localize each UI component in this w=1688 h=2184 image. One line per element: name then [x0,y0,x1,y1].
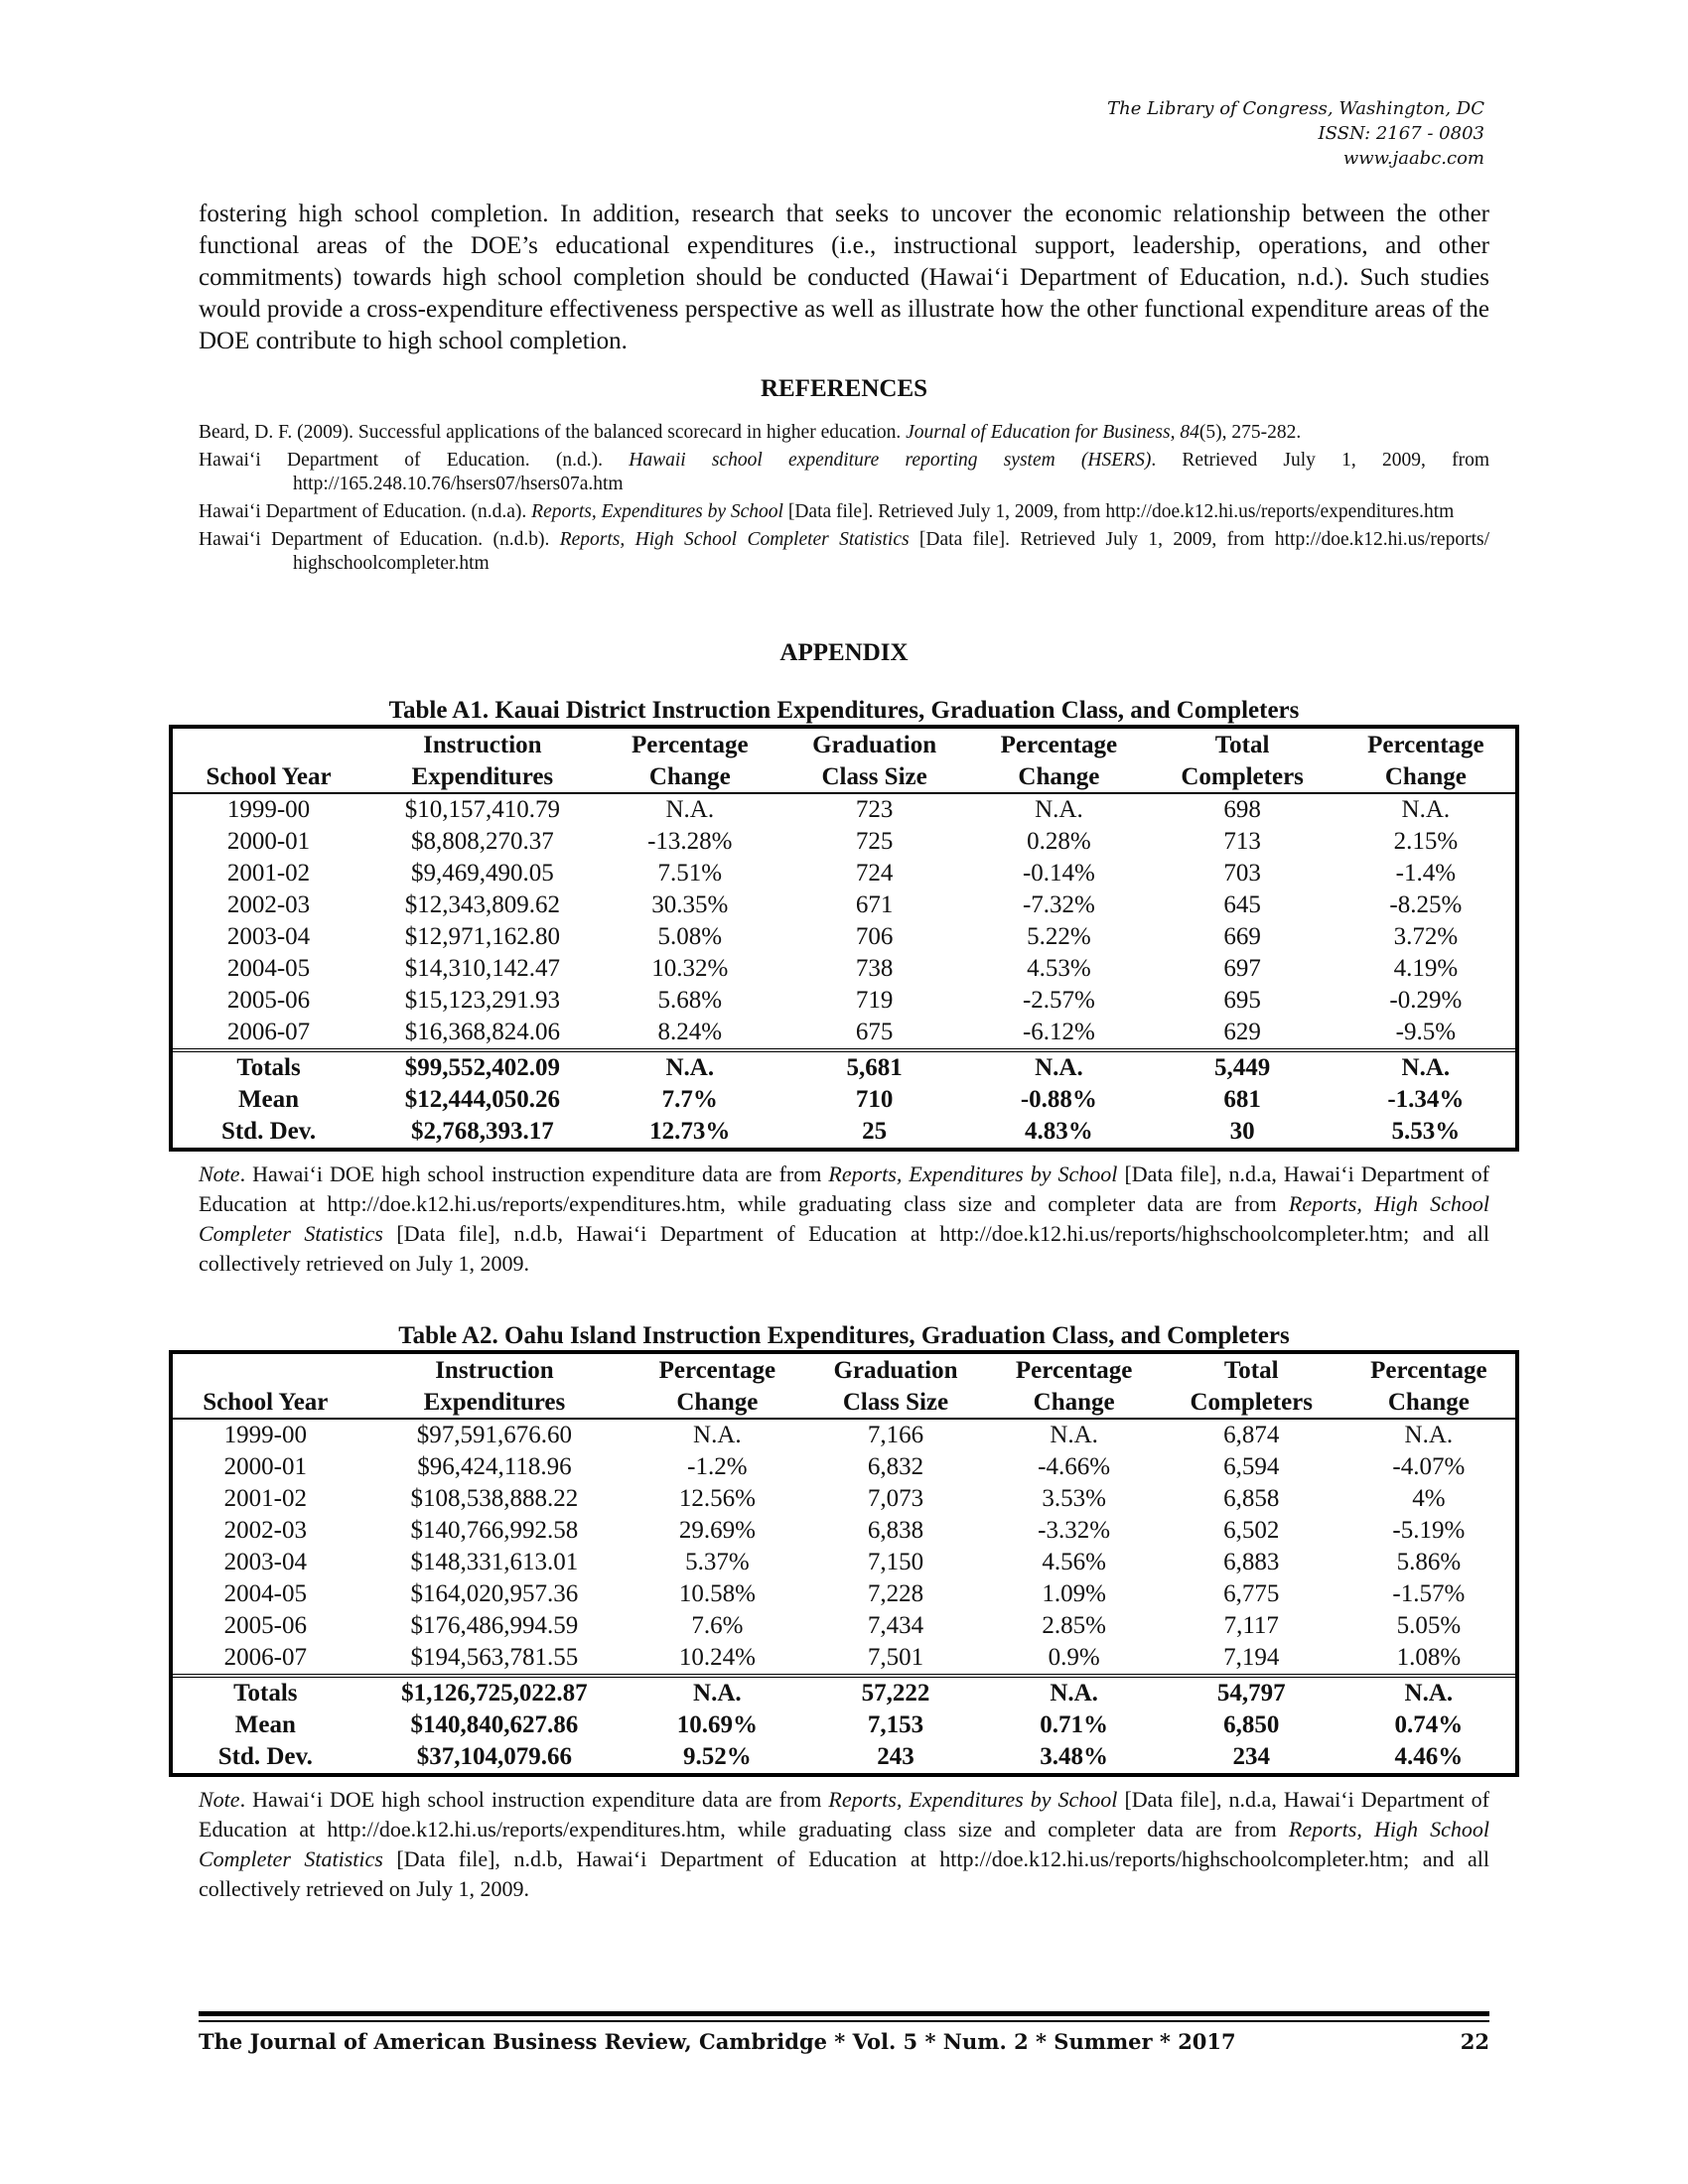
table-cell: 54,797 [1161,1676,1342,1709]
table-cell: 1.09% [1042,1580,1106,1607]
row-label-cell: 2002-03 [226,891,311,918]
table-cell: -0.88% [1020,1086,1097,1113]
table-cell: N.A. [969,1050,1148,1084]
note-source: Reports, High School Completer Statistics [199,1817,1489,1871]
reference-source: Journal of Education for Business, 84 [906,422,1199,443]
table-cell: 29.69% [678,1517,756,1544]
table-cell: -3.32% [1038,1517,1111,1544]
table-cell: N.A. [601,1050,779,1084]
table-cell: -9.5% [1395,1019,1457,1045]
column-header: Completers [1149,760,1336,793]
table-cell: -2.57% [1022,987,1095,1014]
summary-row [173,1050,1515,1084]
table-cell: 4.83% [1025,1118,1093,1145]
row-label-cell: 1999-00 [223,1422,307,1448]
references-heading: REFERENCES [760,375,928,402]
table-cell: -4.66% [1038,1453,1111,1480]
table-cell: 629 [1223,1019,1261,1045]
table-a1-body [173,793,1515,1050]
table-cell: 12.56% [678,1485,756,1512]
table-cell: N.A. [1050,1422,1098,1448]
table-cell: 6,850 [1223,1711,1280,1738]
row-label-cell: 2003-04 [223,1549,307,1575]
table-cell: 12.73% [649,1118,731,1145]
footer-rule [199,2020,1489,2022]
table-cell: 7.51% [657,860,723,887]
reference-text: . Retrieved July 1, 2009, from http://165.248.10.76/hsers07/hsers07a.htm [293,450,1489,494]
table-row [173,1483,1515,1515]
table-cell: 7,073 [867,1485,924,1512]
table-row [173,826,1515,858]
table-row [173,889,1515,921]
table-cell: 3.72% [1393,923,1459,950]
column-header: Instruction [435,1357,554,1384]
table-cell: 645 [1223,891,1261,918]
table-a1-note [199,1160,1489,1279]
row-label-cell: 2006-07 [223,1644,307,1671]
row-label-cell: Mean [234,1711,296,1738]
row-label-cell: 2000-01 [226,828,311,855]
reference-text: Beard, D. F. (2009). Successful applications of the balanced scorecard in higher education. [199,422,907,443]
column-header: Change [601,760,779,793]
column-header: Graduation [833,1357,958,1384]
table-cell: 6,883 [1223,1549,1280,1575]
row-label-cell: 2001-02 [223,1485,307,1512]
footer-rule [199,2011,1489,2016]
table-cell: 7,117 [1223,1612,1279,1639]
table-cell: -6.12% [1022,1019,1095,1045]
reference-item [199,500,1489,524]
table-cell: $99,552,402.09 [364,1050,601,1084]
column-header: Change [1336,760,1515,793]
table-cell: N.A. [988,1676,1161,1709]
note-source: Reports, Expenditures by School [828,1161,1118,1186]
table-cell: 234 [1232,1743,1270,1770]
table-cell: 7,150 [867,1549,924,1575]
table-row [173,921,1515,953]
table-cell: 669 [1223,923,1261,950]
reference-item [199,528,1489,576]
table-cell: 4.46% [1394,1743,1464,1770]
table-cell: 0.28% [1027,828,1091,855]
row-label-cell: 2000-01 [223,1453,307,1480]
table-cell: 4.53% [1027,955,1091,982]
column-header: Graduation [812,732,937,758]
table-cell: 6,502 [1223,1517,1280,1544]
table-cell: $12,444,050.26 [404,1086,560,1113]
table-cell: 243 [877,1743,914,1770]
table-cell: $8,808,270.37 [410,828,554,855]
table-cell: 5.37% [685,1549,750,1575]
table-cell: 3.53% [1042,1485,1106,1512]
table-cell: $148,331,613.01 [410,1549,579,1575]
table-cell: 725 [855,828,894,855]
table-cell: 706 [855,923,894,950]
note-label: Note [199,1787,240,1812]
table-cell: 710 [855,1086,894,1113]
table-cell: 5.08% [657,923,723,950]
column-header: Class Size [779,760,969,793]
table-cell: 4.19% [1393,955,1459,982]
table-cell: N.A. [693,1422,742,1448]
column-header: Change [969,760,1148,793]
table-cell: $14,310,142.47 [404,955,560,982]
summary-row [173,1741,1515,1773]
running-footer [199,2029,1489,2054]
table-cell: $1,126,725,022.87 [358,1676,632,1709]
table-cell: -8.25% [1389,891,1463,918]
column-header: School Year [173,760,364,793]
table-cell: 8.24% [657,1019,723,1045]
table-cell: 738 [855,955,894,982]
row-label-cell: 1999-00 [226,796,311,823]
table-cell: N.A. [1336,1050,1515,1084]
table-cell: 724 [855,860,894,887]
column-header: Percentage [1367,732,1484,758]
note-text: [Data file], n.d.a, Hawai‘i Department of Education at http://doe.k12.hi.us/reports/expenditures.htm, while graduating class size and completer data are from [199,1161,1490,1216]
column-header: Class Size [803,1386,987,1419]
table-cell: N.A. [665,796,715,823]
header-publisher: The Library of Congress, Washington, DC [1107,98,1484,119]
column-header: Change [988,1386,1161,1419]
table-cell: 2.15% [1393,828,1459,855]
row-label-cell: Std. Dev. [220,1118,317,1145]
table-cell: 7.6% [691,1612,744,1639]
table-cell: 57,222 [803,1676,987,1709]
table-cell: 6,594 [1223,1453,1280,1480]
table-cell: $2,768,393.17 [410,1118,554,1145]
column-header: Expenditures [364,760,601,793]
column-header: Total [1223,1357,1279,1384]
table-row [173,1451,1515,1483]
table-cell: 5.68% [657,987,723,1014]
table-cell: -4.07% [1392,1453,1466,1480]
table-cell: 6,832 [867,1453,924,1480]
table-cell: 675 [855,1019,894,1045]
table-a1 [169,725,1519,1152]
table-cell: $12,343,809.62 [404,891,560,918]
column-header [173,1354,358,1386]
column-header: Expenditures [358,1386,632,1419]
row-label-cell: 2004-05 [223,1580,307,1607]
table-a2-summary [173,1676,1515,1773]
summary-row [173,1084,1515,1116]
column-header: Change [1342,1386,1515,1419]
table-cell: $10,157,410.79 [404,796,560,823]
table-cell: 719 [855,987,894,1014]
table-cell: 5.22% [1027,923,1091,950]
table-cell: $16,368,824.06 [404,1019,560,1045]
table-cell: 0.71% [1040,1711,1108,1738]
footer-journal: The Journal of American Business Review, Cambridge * Vol. 5 * Num. 2 * Summer * 2017 [199,2029,1236,2054]
reference-source: Reports, Expenditures by School [531,501,783,522]
table-cell: 5,449 [1149,1050,1336,1084]
table-cell: $97,591,676.60 [416,1422,573,1448]
table-row [173,1419,1515,1451]
table-cell: 6,874 [1223,1422,1280,1448]
reference-source: Hawaii school expenditure reporting system (HSERS) [629,450,1152,471]
table-cell: 10.58% [678,1580,756,1607]
reference-item [199,449,1489,496]
reference-item [199,421,1489,445]
header-website: www.jaabc.com [1342,148,1484,169]
note-text: . Hawai‘i DOE high school instruction expenditure data are from [239,1161,829,1186]
table-cell: N.A. [631,1676,803,1709]
summary-row [173,1709,1515,1741]
table-cell: -1.34% [1387,1086,1465,1113]
table-cell: -1.57% [1392,1580,1466,1607]
summary-row [173,1116,1515,1148]
column-header: Completers [1161,1386,1342,1419]
table-cell: 3.48% [1040,1743,1108,1770]
table-cell: -1.2% [687,1453,748,1480]
table-cell: $9,469,490.05 [410,860,554,887]
table-cell: 10.69% [676,1711,758,1738]
header-issn: ISSN: 2167 - 0803 [1318,123,1484,144]
table-cell: 7,153 [867,1711,924,1738]
note-source: Reports, High School Completer Statistics [199,1191,1489,1246]
appendix-heading: APPENDIX [779,639,909,666]
table-cell: 6,775 [1223,1580,1280,1607]
table-row [173,1578,1515,1610]
table-a1-grid [173,729,1515,1148]
reference-text: [Data file]. Retrieved July 1, 2009, from http://doe.k12.hi.us/reports/expenditures.htm [782,501,1455,522]
table-cell: 7,434 [867,1612,924,1639]
column-header: Percentage [1000,732,1118,758]
table-cell: 10.32% [651,955,729,982]
table-a2 [169,1350,1519,1777]
table-cell: 713 [1223,828,1261,855]
running-header [1107,96,1484,171]
table-cell: 25 [862,1118,888,1145]
table-row [173,985,1515,1017]
table-a2-note [199,1785,1489,1904]
table-cell: 0.9% [1048,1644,1100,1671]
table-cell: N.A. [1401,796,1451,823]
column-header: Change [631,1386,803,1419]
table-cell: 0.74% [1394,1711,1464,1738]
table-cell: $15,123,291.93 [404,987,560,1014]
table-row [173,1017,1515,1050]
table-a2-title: Table A2. Oahu Island Instruction Expenditures, Graduation Class, and Completers [398,1322,1290,1349]
table-cell: 30.35% [651,891,729,918]
table-cell: 698 [1223,796,1261,823]
table-cell: 4.56% [1042,1549,1106,1575]
column-header: Instruction [423,732,542,758]
table-row [173,953,1515,985]
table-row [173,1515,1515,1547]
table-cell: -0.14% [1022,860,1095,887]
note-label: Note [199,1161,240,1186]
table-cell: 681 [1223,1086,1261,1113]
table-cell: 1.08% [1396,1644,1462,1671]
table-cell: 703 [1223,860,1261,887]
table-a2-grid [173,1354,1515,1773]
table-cell: $176,486,994.59 [410,1612,579,1639]
table-row [173,858,1515,889]
row-label-cell: 2002-03 [223,1517,307,1544]
table-cell: 7.7% [661,1086,718,1113]
table-cell: 7,228 [867,1580,924,1607]
row-label-cell: 2001-02 [226,860,311,887]
row-label-cell: 2004-05 [226,955,311,982]
table-cell: 6,838 [867,1517,924,1544]
column-header: Total [1214,732,1270,758]
table-row [173,1610,1515,1642]
column-header: Percentage [1015,1357,1133,1384]
table-cell: 6,858 [1223,1485,1280,1512]
table-cell: 695 [1223,987,1261,1014]
table-cell: 5,681 [779,1050,969,1084]
column-header: Percentage [632,732,749,758]
table-cell: $194,563,781.55 [410,1644,579,1671]
reference-text: [Data file]. Retrieved July 1, 2009, from http://doe.k12.hi.us/reports/ highschoolcompleter.htm [293,529,1489,574]
table-cell: 4% [1412,1485,1446,1512]
note-source: Reports, Expenditures by School [828,1787,1118,1812]
row-label-cell: 2006-07 [226,1019,311,1045]
table-cell: $12,971,162.80 [404,923,560,950]
table-a1-summary [173,1050,1515,1148]
table-a2-body [173,1419,1515,1676]
table-cell: 10.24% [678,1644,756,1671]
table-row [173,1642,1515,1676]
table-cell: 697 [1223,955,1261,982]
table-cell: 9.52% [682,1743,752,1770]
table-cell: N.A. [1404,1422,1454,1448]
row-label-cell: 2005-06 [223,1612,307,1639]
note-text: . Hawai‘i DOE high school instruction expenditure data are from [239,1787,829,1812]
note-text: [Data file], n.d.b, Hawai‘i Department of Education at http://doe.k12.hi.us/reports/highschoolcompleter.htm; and all collectively retrieved on July 1, 2009. [199,1846,1489,1901]
table-cell: -7.32% [1022,891,1095,918]
reference-text: Hawai‘i Department of Education. (n.d.). [199,450,630,471]
page-number: 22 [1460,2029,1489,2054]
table-cell: $96,424,118.96 [417,1453,572,1480]
row-label-cell: Totals [173,1676,358,1709]
table-cell: 7,194 [1223,1644,1280,1671]
note-text: [Data file], n.d.b, Hawai‘i Department of Education at http://doe.k12.hi.us/reports/highschoolcompleter.htm; and all collectively retrieved on July 1, 2009. [199,1221,1489,1276]
note-text: [Data file], n.d.a, Hawai‘i Department of Education at http://doe.k12.hi.us/reports/expenditures.htm, while graduating class size and completer data are from [199,1787,1490,1842]
row-label-cell: 2003-04 [226,923,311,950]
table-cell: 5.05% [1396,1612,1462,1639]
reference-text: Hawai‘i Department of Education. (n.d.a). [199,501,532,522]
table-cell: 5.53% [1391,1118,1461,1145]
reference-text: Hawai‘i Department of Education. (n.d.b). [199,529,560,550]
table-cell: $140,840,627.86 [410,1711,579,1738]
intro-paragraph: fostering high school completion. In addition, research that seeks to uncover the economic relationship between the other functional areas of the DOE’s educational expenditures (i.e., instructional support, leadership, operations, and other commitments) towards high school completion should be conducted (Hawai‘i Department of Education, n.d.). Such studies would provide a cross-expenditure effectiveness perspective as well as illustrate how the other functional expenditure areas of the DOE contribute to high school completion. [199,201,1489,354]
table-cell: 5.86% [1396,1549,1462,1575]
column-header: School Year [173,1386,358,1419]
column-header [173,729,364,760]
row-label-cell: 2005-06 [226,987,311,1014]
table-cell: $108,538,888.22 [410,1485,579,1512]
table-cell: -5.19% [1392,1517,1466,1544]
table-row [173,1547,1515,1578]
table-cell: -0.29% [1389,987,1463,1014]
reference-source: Reports, High School Completer Statistics [559,529,910,550]
column-header: Percentage [1370,1357,1487,1384]
table-cell: 7,166 [867,1422,924,1448]
row-label-cell: Std. Dev. [217,1743,313,1770]
table-cell: 7,501 [867,1644,924,1671]
table-cell: N.A. [1035,796,1083,823]
row-label-cell: Mean [237,1086,300,1113]
table-cell: 2.85% [1042,1612,1106,1639]
table-cell: 671 [855,891,894,918]
table-cell: $37,104,079.66 [416,1743,573,1770]
table-cell: -1.4% [1395,860,1457,887]
table-cell: -13.28% [647,828,733,855]
table-cell: $140,766,992.58 [410,1517,579,1544]
table-cell: 723 [855,796,894,823]
table-cell: 30 [1229,1118,1255,1145]
references-list [199,421,1489,580]
summary-row [173,1676,1515,1709]
table-row [173,793,1515,826]
table-cell: $164,020,957.36 [410,1580,579,1607]
table-cell: N.A. [1342,1676,1515,1709]
column-header: Percentage [658,1357,776,1384]
reference-text: (5), 275-282. [1198,422,1302,443]
table-a1-title: Table A1. Kauai District Instruction Expenditures, Graduation Class, and Completers [388,697,1300,724]
row-label-cell: Totals [173,1050,364,1084]
